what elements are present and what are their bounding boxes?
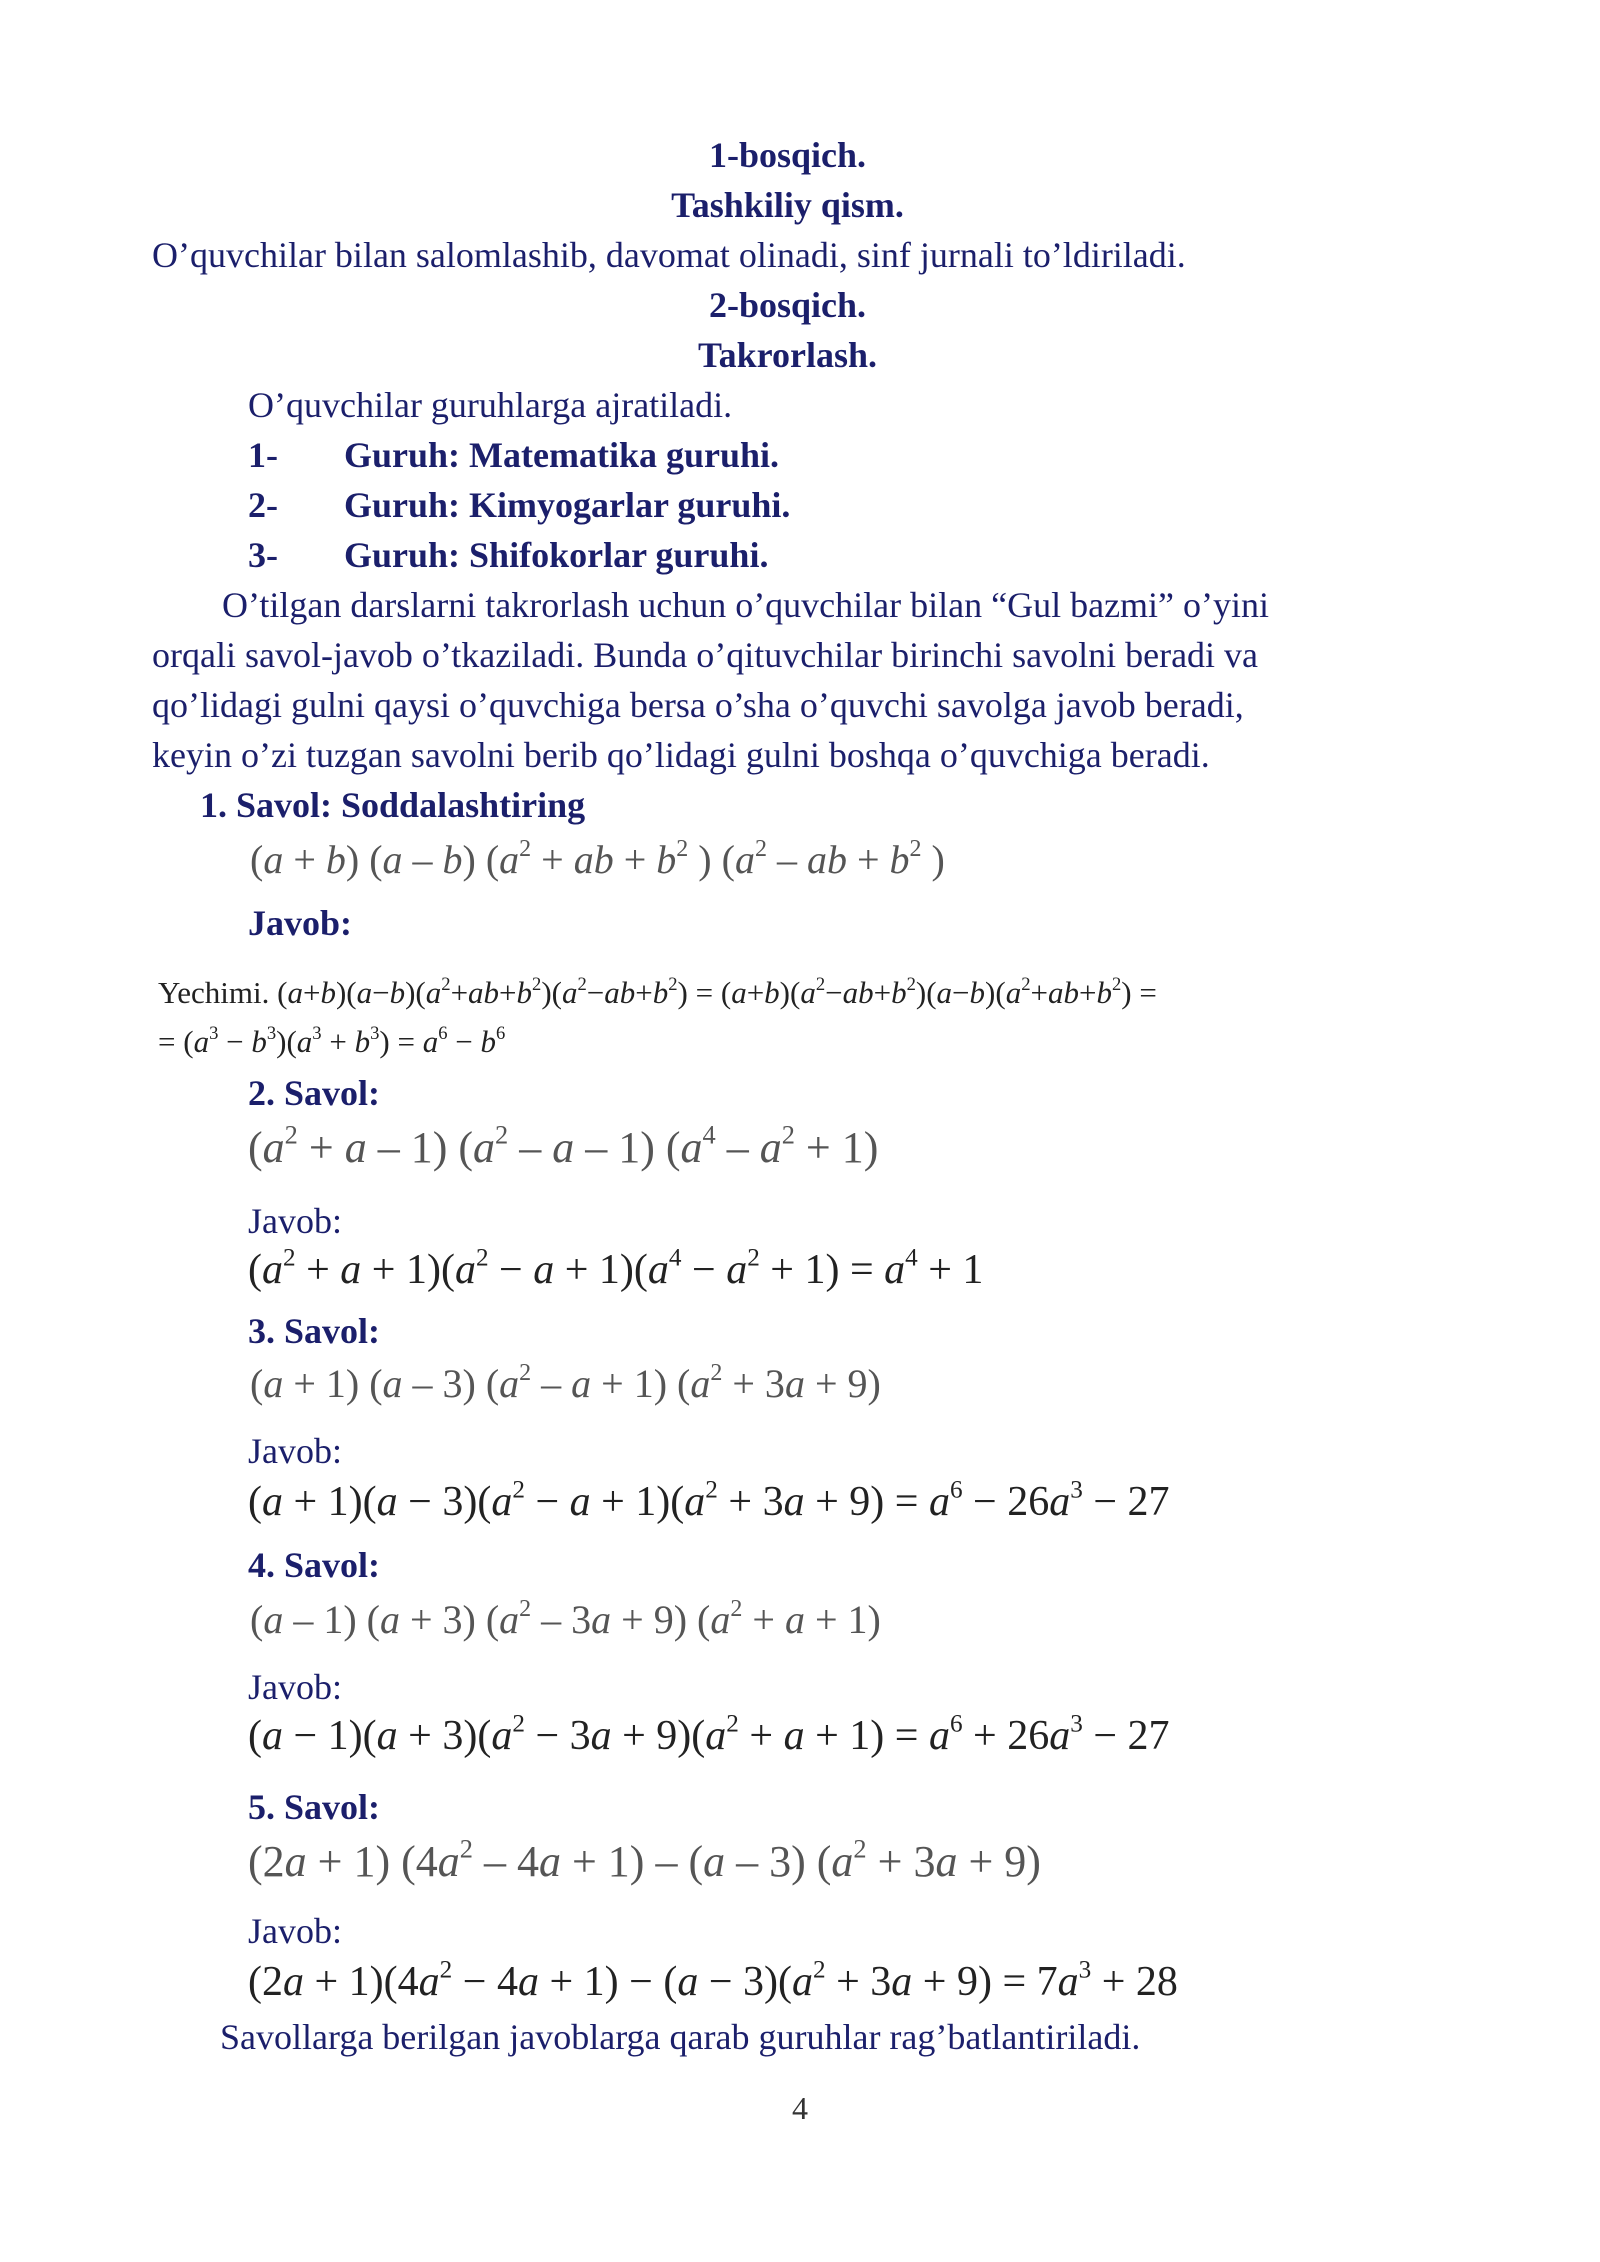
stage1-text: O’quvchilar bilan salomlashib, davomat olinadi, sinf jurnali to’ldiriladi. <box>152 235 1186 275</box>
question-5-label: 5. Savol: <box>248 1787 381 1827</box>
question-4-answer: $(a - 1)(a + 3)(a^2 - 3a + 9)(a^2 + a + 1) = a^6 + 26a^3 - 27$ <box>248 1710 1170 1759</box>
group-item <box>248 480 790 530</box>
group-label: Guruh: Kimyogarlar guruhi. <box>344 485 791 525</box>
group-item <box>248 430 779 480</box>
paragraph-line: qo’lidagi gulni qaysi o’quvchiga bersa o’sha o’quvchi savolga javob beradi, <box>152 685 1244 725</box>
question-1-answer-label: Javob: <box>248 903 353 943</box>
question-4-answer-label: Javob: <box>248 1667 342 1707</box>
question-3-answer-label: Javob: <box>248 1431 342 1471</box>
question-4-expression: (a – 1) (a + 3) $(a^2 - 3a + 9) (a^2 + a + 1)$ <box>250 1596 881 1642</box>
paragraph-line: O’tilgan darslarni takrorlash uchun o’quvchilar bilan “Gul bazmi” o’yini <box>222 585 1270 625</box>
stage2-subtitle: Takrorlash. <box>697 335 878 375</box>
question-5-answer: $(2a + 1)(4a^2 - 4a + 1) - (a - 3)(a^2 + 3a + 9) = 7a^3 + 28$ <box>248 1956 1178 2005</box>
question-1-solution: Yechimi. $(a+b)(a-b)(a^2+ab+b^2)(a^2-ab+b^2) = (a+b)(a^2-ab+b^2)(a-b)(a^2+ab+b^2)$ = <box>158 973 1157 1010</box>
solution-label: Yechimi. <box>158 975 270 1010</box>
question-1-label: 1. Savol: Soddalashtiring <box>200 785 586 825</box>
question-2-label: 2. Savol: <box>248 1073 381 1113</box>
question-3-expression: (a + 1) (a – 3) $(a^2 - a + 1) (a^2 + 3a + 9)$ <box>250 1360 881 1406</box>
question-1-solution-continued: = $(a^3 - b^3)(a^3 + b^3) = a^6 - b^6$ <box>158 1022 506 1059</box>
closing-text: Savollarga berilgan javoblarga qarab guruhlar rag’batlantiriladi. <box>220 2017 1141 2057</box>
group-number: 2- <box>248 485 278 525</box>
group-item <box>248 530 768 580</box>
stage2-title: 2-bosqich. <box>708 285 867 325</box>
question-3-answer: $(a + 1)(a - 3)(a^2 - a + 1)(a^2 + 3a + 9) = a^6 - 26a^3 - 27$ <box>248 1476 1170 1525</box>
question-1-expression: (a + b) (a – b) ($a^2$ + ab + $b^2$ ) ($a^2$ – ab + $b^2$ ) <box>250 836 945 882</box>
question-2-answer-label: Javob: <box>248 1201 342 1241</box>
stage1-subtitle: Tashkiliy qism. <box>671 185 904 225</box>
group-number: 1- <box>248 435 278 475</box>
group-number: 3- <box>248 535 278 575</box>
paragraph-line: keyin o’zi tuzgan savolni berib qo’lidagi gulni boshqa o’quvchiga beradi. <box>152 735 1210 775</box>
stage2-intro: O’quvchilar guruhlarga ajratiladi. <box>248 385 733 425</box>
group-label: Guruh: Shifokorlar guruhi. <box>344 535 769 575</box>
group-label: Guruh: Matematika guruhi. <box>344 435 780 475</box>
question-3-label: 3. Savol: <box>248 1311 381 1351</box>
question-5-expression: (2a + 1) $(4a^2 - 4a + 1) - (a - 3) (a^2 + 3a + 9)$ <box>248 1833 1041 1886</box>
question-5-answer-label: Javob: <box>248 1911 342 1951</box>
paragraph-line: orqali savol-javob o’tkaziladi. Bunda o’qituvchilar birinchi savolni beradi va <box>152 635 1259 675</box>
stage1-title: 1-bosqich. <box>708 135 867 175</box>
page-number: 4 <box>792 2090 808 2126</box>
question-2-expression: $(a^2 + a - 1)$ ($a^2$ – a – 1) $(a^4 - a^2 + 1)$ <box>248 1119 879 1172</box>
question-4-label: 4. Savol: <box>248 1545 381 1585</box>
question-2-answer: $(a^2 + a + 1)(a^2 - a + 1)(a^4 - a^2 + 1) = a^4 + 1$ <box>248 1244 984 1293</box>
